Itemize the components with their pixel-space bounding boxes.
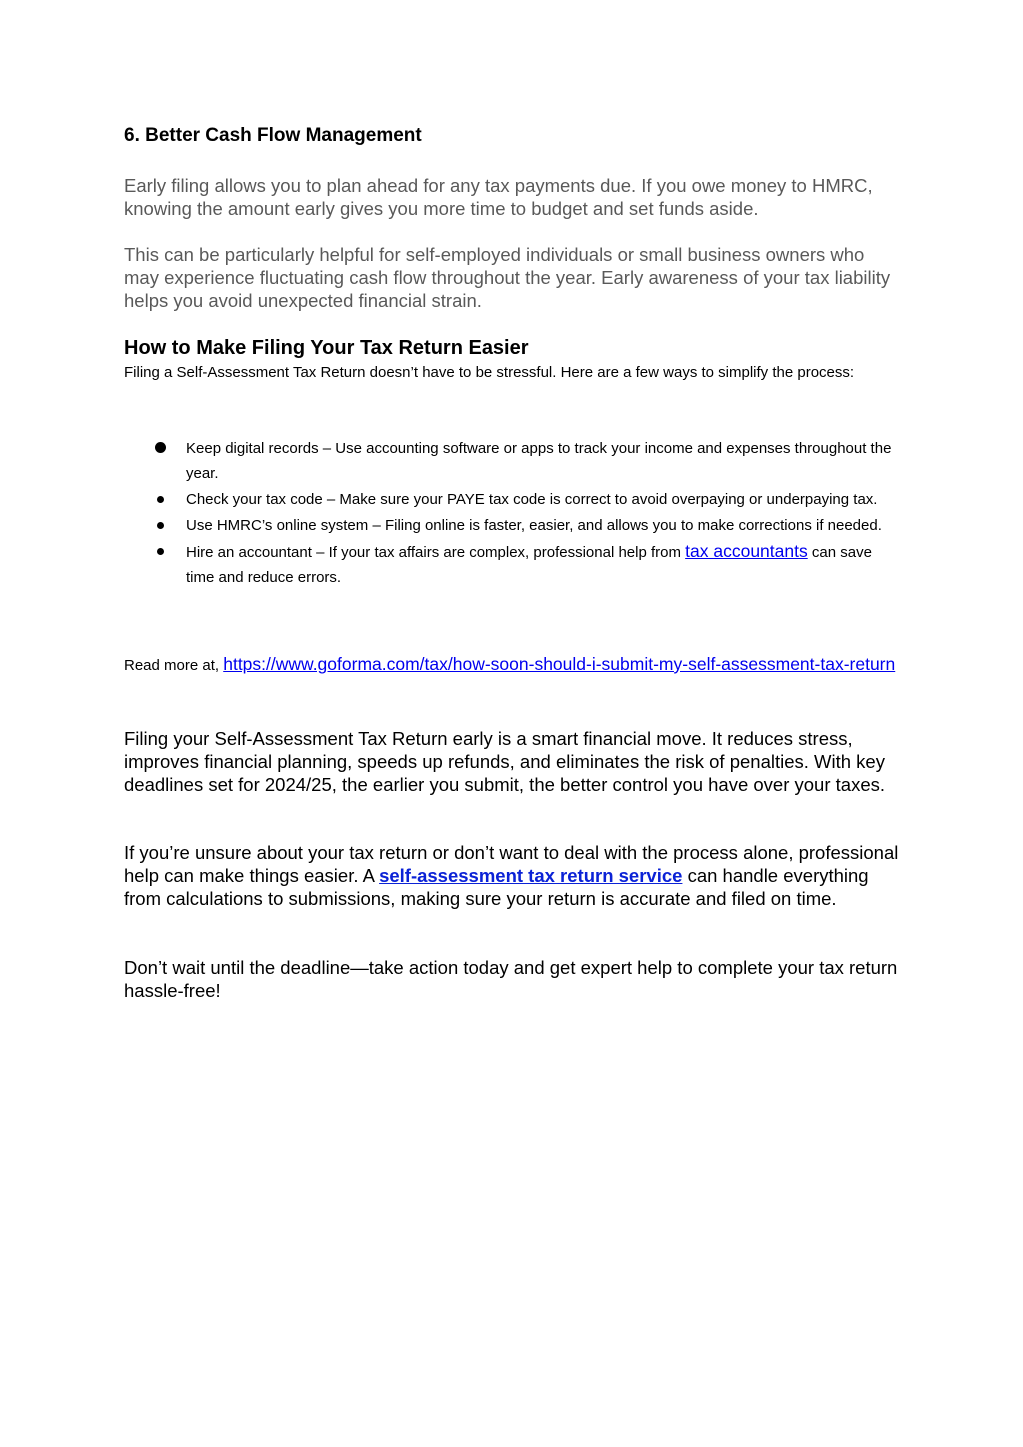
read-more: [124, 652, 899, 678]
goforma-article-link[interactable]: https://www.goforma.com/tax/how-soon-should-i-submit-my-self-assessment-tax-return: [223, 654, 896, 674]
bullet-icon: [157, 496, 164, 503]
list-item-text: Keep digital records – Use accounting software or apps to track your income and expenses throughout the year.: [186, 440, 892, 482]
cash-flow-paragraph-2: This can be particularly helpful for self-employed individuals or small business owners who may experience fluctuating cash flow throughout the year. Early awareness of your tax liability helps you avoid unexpected financial strain.: [124, 244, 891, 311]
list-item-text: Use HMRC’s online system – Filing online is faster, easier, and allows you to make corrections if needed.: [186, 517, 882, 534]
tax-accountants-link[interactable]: tax accountants: [685, 541, 808, 561]
closing-paragraph-1: Filing your Self-Assessment Tax Return early is a smart financial move. It reduces stress, improves financial planning, speeds up refunds, and eliminates the risk of penalties. With key deadlines set for 2024/25, the earlier you submit, the better control you have over your taxes.: [124, 728, 885, 795]
tips-list: [124, 436, 899, 591]
self-assessment-service-link[interactable]: self-assessment tax return service: [379, 865, 683, 886]
read-more-label: Read more at,: [124, 657, 224, 674]
list-item-text: Hire an accountant – If your tax affairs are complex, professional help from: [186, 544, 686, 561]
list-item: [124, 436, 899, 486]
section-heading-cash-flow: 6. Better Cash Flow Management: [124, 125, 422, 146]
list-item: [124, 539, 899, 590]
section-heading-filing-easier: How to Make Filing Your Tax Return Easier: [124, 337, 529, 359]
cash-flow-paragraph-1: Early filing allows you to plan ahead for any tax payments due. If you owe money to HMRC, knowing the amount early gives you more time to budget and set funds aside.: [124, 175, 873, 219]
bullet-icon: [155, 442, 166, 453]
bullet-icon: [157, 548, 164, 555]
list-item: [124, 513, 899, 538]
closing-paragraph-2-start: If you’re unsure about your tax return or don’t want to deal with the process alone, professional help can make things easier. A: [124, 842, 899, 886]
list-item-text: Check your tax code – Make sure your PAYE tax code is correct to avoid overpaying or underpaying tax.: [186, 491, 878, 508]
list-item: [124, 487, 899, 512]
closing-paragraph-2: [124, 841, 899, 910]
closing-paragraph-2-end: can handle everything from calculations to submissions, making sure your return is accurate and filed on time.: [124, 865, 869, 909]
list-item-text-tail: can save time and reduce errors.: [186, 544, 872, 586]
filing-easier-intro: Filing a Self-Assessment Tax Return doesn’t have to be stressful. Here are a few ways to simplify the process:: [124, 364, 855, 381]
bullet-icon: [157, 522, 164, 529]
closing-paragraph-3: Don’t wait until the deadline—take action today and get expert help to complete your tax return hassle-free!: [124, 957, 898, 1001]
